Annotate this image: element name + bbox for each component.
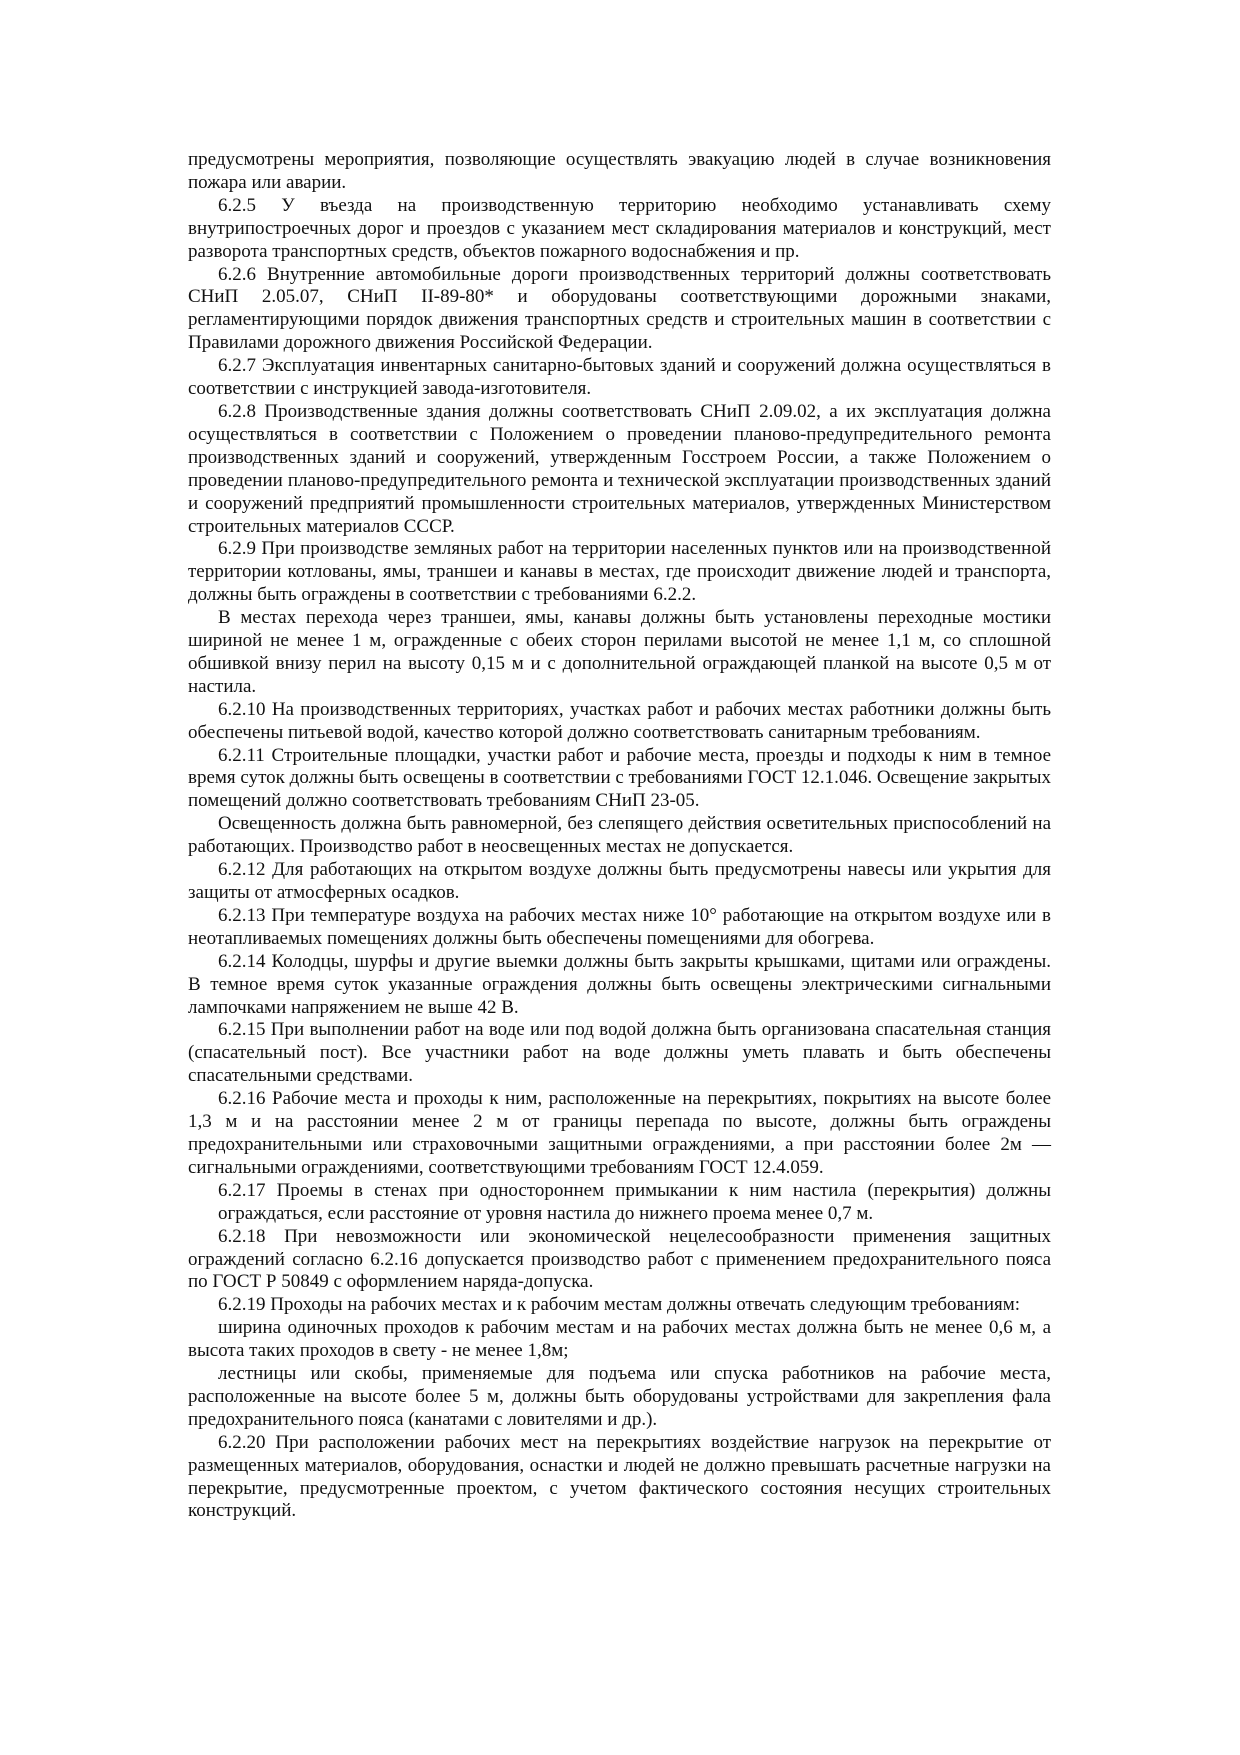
paragraph-passage-width: ширина одиночных проходов к рабочим местам и на рабочих местах должна быть не менее 0,6 м, а высота таких проходов в свету - не менее 1,8м;	[188, 1317, 1051, 1362]
paragraph-6-2-14: 6.2.14 Колодцы, шурфы и другие выемки должны быть закрыты крышками, щитами или ограждены. В темное время суток указанные ограждения должны быть освещены электрическими сигнальными лампочками напряжением не выше 42 В.	[188, 950, 1051, 1018]
paragraph-6-2-17: 6.2.17 Проемы в стенах при одностороннем примыкании к ним настила (перекрытия) должны ограждаться, если расстояние от уровня настила до нижнего проема менее 0,7 м.	[218, 1179, 1051, 1224]
paragraph-6-2-20: 6.2.20 При расположении рабочих мест на перекрытиях воздействие нагрузок на перекрытие от размещенных материалов, оборудования, оснастки и людей не должно превышать расчетные нагрузки на перекрытие, предусмотренные проектом, с учетом фактического состояния несущих строительных конструкций.	[188, 1431, 1051, 1522]
paragraph-6-2-5: 6.2.5 У въезда на производственную территорию необходимо устанавливать схему внутрипостроечных дорог и проездов с указанием мест складирования материалов и конструкций, мест разворота транспортных средств, объектов пожарного водоснабжения и пр.	[188, 194, 1051, 262]
paragraph-6-2-7: 6.2.7 Эксплуатация инвентарных санитарно-бытовых зданий и сооружений должна осуществляться в соответствии с инструкцией завода-изготовителя.	[188, 355, 1051, 400]
paragraph-crossings: В местах перехода через траншеи, ямы, канавы должны быть установлены переходные мостики шириной не менее 1 м, огражденные с обеих сторон перилами высотой не менее 1,1 м, со сплошной обшивкой внизу перил на высоту 0,15 м и с дополнительной ограждающей планкой на высоте 0,5 м от настила.	[188, 607, 1051, 697]
paragraph-6-2-11: 6.2.11 Строительные площадки, участки работ и рабочие места, проезды и подходы к ним в темное время суток должны быть освещены в соответствии с требованиями ГОСТ 12.1.046. Освещение закрытых помещений должно соответствовать требованиям СНиП 23-05.	[188, 744, 1051, 812]
paragraph-6-2-16: 6.2.16 Рабочие места и проходы к ним, расположенные на перекрытиях, покрытиях на высоте более 1,3 м и на расстоянии менее 2 м от границы перепада по высоте, должны быть ограждены предохранительными или страховочными защитными ограждениями, а при расстоянии более 2м — сигнальными ограждениями, соответствующими требованиям ГОСТ 12.4.059.	[188, 1088, 1051, 1178]
paragraph-6-2-15: 6.2.15 При выполнении работ на воде или под водой должна быть организована спасательная станция (спасательный пост). Все участники работ на воде должны уметь плавать и быть обеспечены спасательными средствами.	[188, 1019, 1051, 1087]
paragraph-6-2-8: 6.2.8 Производственные здания должны соответствовать СНиП 2.09.02, а их эксплуатация должна осуществляться в соответствии с Положением о проведении планово-предупредительного ремонта производственных зданий и сооружений, утвержденным Госстроем России, а также Положением о проведении планово-предупредительного ремонта и технической эксплуатации производственных зданий и сооружений предприятий промышленности строительных материалов, утвержденных Министерством строительных материалов СССР.	[188, 400, 1051, 537]
paragraph-6-2-18: 6.2.18 При невозможности или экономической нецелесообразности применения защитных ограждений согласно 6.2.16 допускается производство работ с применением предохранительного пояса по ГОСТ Р 50849 с оформлением наряда-допуска.	[188, 1225, 1051, 1293]
paragraph-6-2-6: 6.2.6 Внутренние автомобильные дороги производственных территорий должны соответствовать СНиП 2.05.07, СНиП II-89-80* и оборудованы соответствующими дорожными знаками, регламентирующими порядок движения транспортных средств и строительных машин в соответствии с Правилами дорожного движения Российской Федерации.	[188, 263, 1051, 354]
paragraph-6-2-13: 6.2.13 При температуре воздуха на рабочих местах ниже 10° работающие на открытом воздухе или в неотапливаемых помещениях должны быть обеспечены помещениями для обогрева.	[188, 904, 1051, 949]
paragraph-ladders: лестницы или скобы, применяемые для подъема или спуска работников на рабочие места, расположенные на высоте более 5 м, должны быть оборудованы устройствами для закрепления фала предохранительного пояса (канатами с ловителями и др.).	[188, 1363, 1051, 1430]
paragraph-continued: предусмотрены мероприятия, позволяющие осуществлять эвакуацию людей в случае возникновения пожара или аварии.	[188, 149, 1051, 193]
paragraph-6-2-12: 6.2.12 Для работающих на открытом воздухе должны быть предусмотрены навесы или укрытия для защиты от атмосферных осадков.	[188, 859, 1051, 903]
paragraph-6-2-10: 6.2.10 На производственных территориях, участках работ и рабочих местах работники должны быть обеспечены питьевой водой, качество которой должно соответствовать санитарным требованиям.	[188, 698, 1051, 743]
paragraph-6-2-9: 6.2.9 При производстве земляных работ на территории населенных пунктов или на производственной территории котлованы, ямы, траншеи и канавы в местах, где происходит движение людей и транспорта, должны быть ограждены в соответствии с требованиями 6.2.2.	[188, 538, 1051, 606]
paragraph-6-2-19: 6.2.19 Проходы на рабочих местах и к рабочим местам должны отвечать следующим требованиям:	[218, 1294, 1021, 1316]
paragraph-illumination: Освещенность должна быть равномерной, без слепящего действия осветительных приспособлений на работающих. Производство работ в неосвещенных местах не допускается.	[188, 813, 1051, 858]
document-page	[188, 149, 1051, 1523]
